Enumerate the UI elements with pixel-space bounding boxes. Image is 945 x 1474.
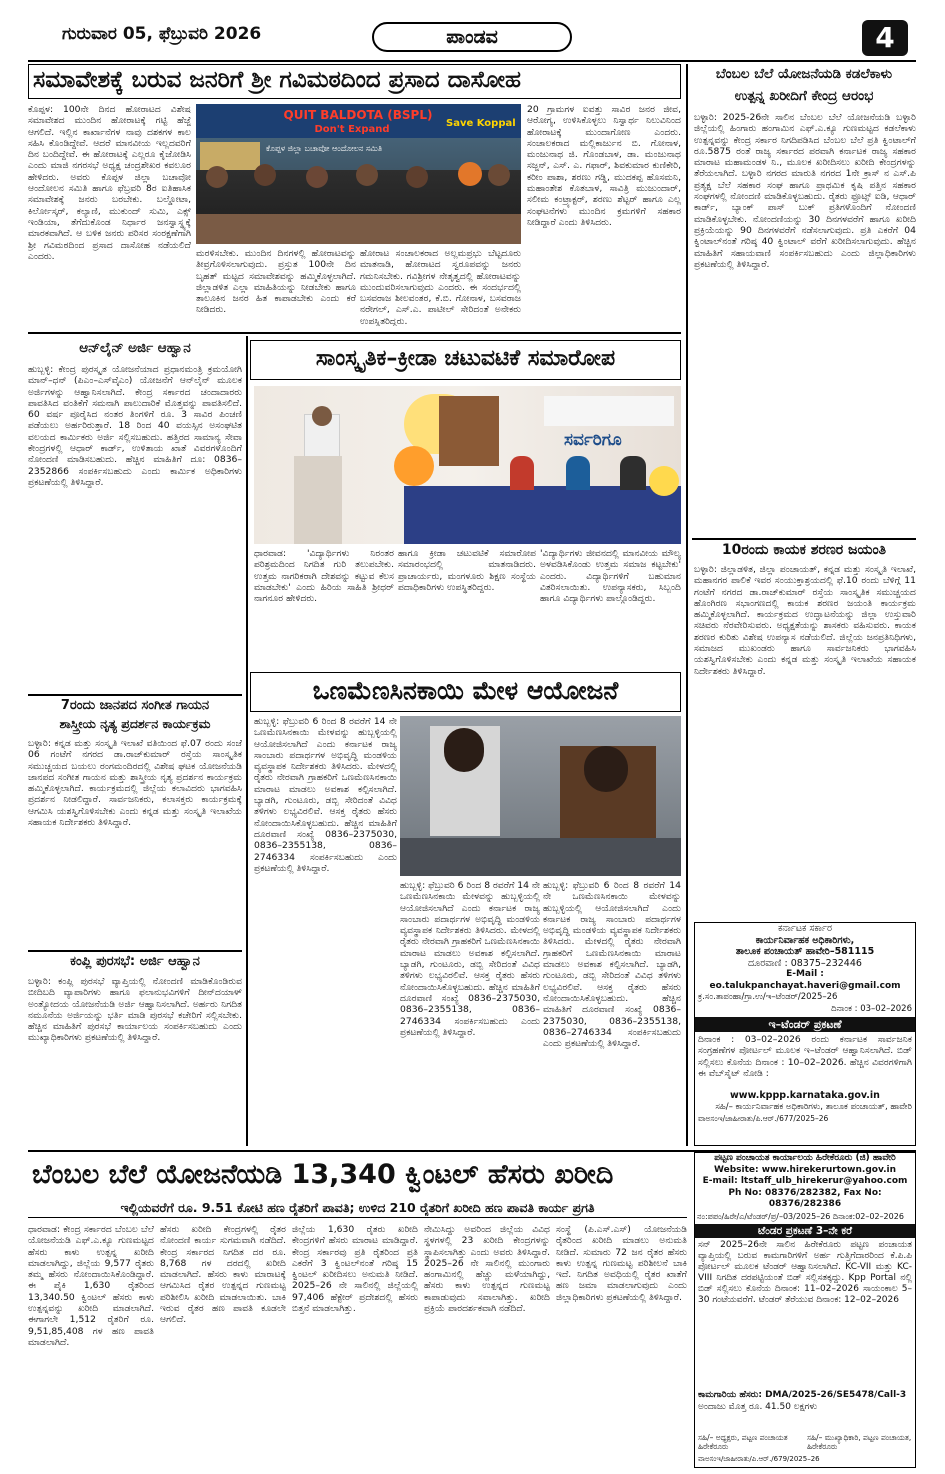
main-col2: ಹೆಸರು ಖರೀದಿ ಕೇಂದ್ರಗಳಲ್ಲಿ ರೈತರ ನೋಂದಣಿ ಕಾರ್ಯ ಸುಗಮವಾಗಿ ನಡೆದಿದೆ. ಕೇಂದ್ರ ಸರ್ಕಾರದ ನಿಗದಿತ ದರ ರೂ. 8,768 ಗಳ ದರದಲ್ಲಿ ಖರೀದಿ ಮಾಡಲಾಗಿದೆ. ಹೆಸರು ಕಾಳು ಮಾರಾಟಕ್ಕೆ ಆಗಮಿಸಿದ ರೈತರ ಉತ್ಪನ್ನದ ಗುಣಮಟ್ಟ ಪರಿಶೀಲಿಸಿ ಖರೀದಿ ಮಾಡಲಾಯಿತು. ಬಾಕಿ ಇರುವ ರೈತರ ಹಣ ಪಾವತಿ ಕೂಡಲೇ ಆಗಲಿದೆ. — [160, 1224, 286, 1326]
main-col3: ಜಿಲ್ಲೆಯ 1,630 ರೈತರು ಖರೀದಿ ಕೇಂದ್ರಗಳಿಗೆ ಹೆಸರು ಮಾರಾಟ ಮಾಡಿದ್ದಾರೆ. ಕೇಂದ್ರ ಸರ್ಕಾರವು ಪ್ರತಿ ರೈತರಿಂದ ಪ್ರತಿ ಎಕರೆಗೆ 3 ಕ್ವಿಂಟಲ್‌ನಂತೆ ಗರಿಷ್ಠ 15 ಕ್ವಿಂಟಲ್ ಖರೀದಿಸಲು ಅನುಮತಿ ನೀಡಿದೆ. 2025–26 ನೇ ಸಾಲಿನಲ್ಲಿ ಜಿಲ್ಲೆಯಲ್ಲಿ 97,406 ಹೆಕ್ಟೇರ್ ಪ್ರದೇಶದಲ್ಲಿ ಹೆಸರು ಬಿತ್ತನೆ ಮಾಡಲಾಗಿತ್ತು. — [292, 1224, 418, 1315]
kadalekalu-headline-2: ಉತ್ಪನ್ನ ಖರೀದಿಗೆ ಕೇಂದ್ರ ಆರಂಭ — [734, 88, 874, 104]
notice2-website[interactable]: Website: www.hirekerurtown.gov.in — [714, 1164, 896, 1175]
main-subhead: ಇಲ್ಲಿಯವರೆಗೆ ರೂ. 9.51 ಕೋಟಿ ಹಣ ರೈತರಿಗೆ ಪಾವತಿ; ಉಳಿದ 210 ರೈತರಿಗೆ ಖರೀದಿ ಹಣ ಪಾವತಿ ಕಾರ್ಯ ಪ್ರಗತಿ — [120, 1200, 595, 1215]
main-headline: ಬೆಂಬಲ ಬೆಲೆ ಯೋಜನೆಯಡಿ 13,340 ಕ್ವಿಂಟಲ್ ಹೆಸರು ಖರೀದಿ — [32, 1159, 614, 1190]
divider — [28, 332, 681, 334]
kadalekalu-headline-1: ಬೆಂಬಲ ಬೆಲೆ ಯೋಜನೆಯಡಿ ಕಡಲೆಕಾಳು — [715, 66, 893, 82]
notice1-website[interactable]: www.kppp.karnataka.gov.in — [730, 1090, 880, 1101]
notice2-title: ಟೆಂಡರ ಪ್ರಕಟಣೆ 3–ನೇ ಕರೆ — [695, 1224, 915, 1238]
photo-table — [196, 214, 521, 244]
page-number: 4 — [862, 20, 908, 56]
right-column-divider — [686, 64, 688, 1146]
photo-person — [488, 164, 510, 186]
masthead-rule — [28, 60, 916, 62]
online-body: ಹುಬ್ಬಳ್ಳಿ: ಕೇಂದ್ರ ಪುರಸ್ಕೃತ ಯೋಜನೆಯಾದ ಪ್ರಧಾನಮಂತ್ರಿ ಕ್ರಮಯೋಗಿ ಮಾನ್‌–ಧನ್ (ಪಿಎಂ–ಎಸ್‌ವೈಎಂ) ಯೋಜನೆಗೆ ಆನ್‌ಲೈನ್ ಮೂಲಕ ಅರ್ಜಿಗಳನ್ನು ಆಹ್ವಾನಿಸಲಾಗಿದೆ. ಕೇಂದ್ರ ಸರ್ಕಾರದ ಚಂದಾದಾರರು ಪಾವತಿಸಿದ ವಂತಿಕೆಗೆ ಸಮನಾಗಿ ಪಾಲುದಾರಿಕೆ ಮೊತ್ತವನ್ನು ಪಾವತಿಸಲಿದೆ. 60 ವರ್ಷ ಪೂರೈಸಿದ ನಂತರ ತಿಂಗಳಿಗೆ ರೂ. 3 ಸಾವಿರ ಪಿಂಚಣಿ ಪಡೆಯಲು ಅರ್ಹರಿರುತ್ತಾರೆ. 18 ರಿಂದ 40 ವಯಸ್ಸಿನ ಅಸಂಘಟಿತ ವಲಯದ ಕಾರ್ಮಿಕರು ಅರ್ಜಿ ಸಲ್ಲಿಸಬಹುದು. ಹತ್ತಿರದ ಸಾಮಾನ್ಯ ಸೇವಾ ಕೇಂದ್ರಗಳಲ್ಲಿ ಆಧಾರ್ ಕಾರ್ಡ್, ಉಳಿತಾಯ ಖಾತೆ ವಿವರಗಳೊಂದಿಗೆ ನೋಂದಣಿ ಮಾಡಿಸಬಹುದು. ಹೆಚ್ಚಿನ ಮಾಹಿತಿಗೆ ದೂ: 0836–2352866 ಸಂಪರ್ಕಿಸಬಹುದು ಎಂದು ಕಾರ್ಮಿಕ ಅಧಿಕಾರಿಗಳು ಪ್ರಕಟಣೆಯಲ್ಲಿ ತಿಳಿಸಿದ್ದಾರೆ. — [28, 364, 242, 488]
samaropa-photo — [254, 386, 681, 544]
notice2-body: ಸನ್ 2025–26ನೇ ಸಾಲಿನ ಹಿರೇಕೆರೂರು ಪಟ್ಟಣ ಪಂಚಾಯತ ವ್ಯಾಪ್ತಿಯಲ್ಲಿ ಬರುವ ಕಾಮಗಾರಿಗಳಿಗೆ ಅರ್ಹ ಗುತ್ತಿಗೆದಾರರಿಂದ ಕೆ.ಪಿ.ಪಿ ಪೋರ್ಟಲ್ ಮೂಲಕ ಟೆಂಡರ್ ಆಹ್ವಾನಿಸಲಾಗಿದೆ. KC-VII ಮತ್ತು KC-VIII ನಿಗದಿತ ದರಪಟ್ಟಿಯಂತೆ ಬಿಡ್ ಸಲ್ಲಿಸತಕ್ಕದ್ದು. Kpp Portal ನಲ್ಲಿ ಬಿಡ್ ಸಲ್ಲಿಸಲು ಕೊನೆಯ ದಿನಾಂಕ: 11–02–2026 ಸಾಯಂಕಾಲ 5–30 ಗಂಟೆಯವರೆಗೆ. ಟೆಂಡರ್ ತೆರೆಯುವ ದಿನಾಂಕ: 12–02–2026 — [698, 1240, 912, 1305]
notice2-code: ಕಾಮಗಾರಿಯ ಹೆಸರು: DMA/2025-26/SE5478/Call-3 — [698, 1390, 907, 1400]
photo-person-head — [584, 746, 628, 792]
photo-speaker-head — [312, 406, 332, 426]
notice1-sign: ಸಹಿ/– ಕಾರ್ಯನಿರ್ವಾಹಕ ಅಧಿಕಾರಿಗಳು, ತಾಲೂಕ ಪಂಚಾಯತ್, ಹಾವೇರಿ — [715, 1101, 912, 1112]
notice2-sign-right: ಸಹಿ/– ಮುಖ್ಯಾಧಿಕಾರಿ, ಪಟ್ಟಣ ಪಂಚಾಯತ, ಹಿರೇಕೆರೂರು — [807, 1433, 912, 1451]
newspaper-title: ಪಾಂಡವ — [372, 22, 572, 52]
photo-stage-text: ಕೊಪ್ಪಳ ಜಿಲ್ಲಾ ಬಚಾವೋ ಆಂದೋಲನ ಸಮಿತಿ — [266, 144, 383, 153]
notice1-body: ದಿನಾಂಕ : 03–02–2026 ರಂದು ಕರ್ನಾಟಕ ಸಾರ್ವಜನಿಕ ಸಂಗ್ರಹಣೆಗಳ ಪೋರ್ಟಲ್ ಮೂಲಕ ಇ–ಟೆಂಡರ್ ಆಹ್ವಾನಿಸಲಾಗಿದೆ. ಬಿಡ್ ಸಲ್ಲಿಸಲು ಕೊನೆಯ ದಿನಾಂಕ : 10–02–2026. ಹೆಚ್ಚಿನ ವಿವರಗಳಿಗಾಗಿ ಈ ವೆಬ್‌ಸೈಟ್ ನೋಡಿ : — [698, 1034, 912, 1079]
photo-person — [406, 166, 428, 188]
notice1-phone: ದೂರವಾಣಿ : 08375–232446 — [748, 957, 862, 969]
photo-person — [620, 456, 646, 490]
samaropa-body3: 'ವಿದ್ಯಾರ್ಥಿಗಳು ಜೀವನದಲ್ಲಿ ಮಾನವೀಯ ಮೌಲ್ಯ ಅಳವಡಿಸಿಕೊಂಡು ಉತ್ತಮ ಸಮಾಜ ಕಟ್ಟಬೇಕು' ಎಂದರು. ವಿದ್ಯಾರ್ಥಿಗಳಿಗೆ ಬಹುಮಾನ ವಿತರಿಸಲಾಯಿತು. ಉಪನ್ಯಾಸಕರು, ಸಿಬ್ಬಂದಿ ಹಾಗೂ ವಿದ್ಯಾರ್ಥಿಗಳು ಪಾಲ್ಗೊಂಡಿದ್ದರು. — [540, 548, 681, 605]
story1-col1: ಕೊಪ್ಪಳ: 100ನೇ ದಿನದ ಹೋರಾಟದ ವಿಶೇಷ ಸಮಾವೇಶದ ಮುಂದಿನ ಹೋರಾಟಕ್ಕೆ ಗಟ್ಟಿ ಹೆಜ್ಜೆ ಆಗಲಿದೆ. ಇಲ್ಲಿನ ಕಾರ್ಖಾನೆಗಳ ನಾವು ದಶಕಗಳ ಕಾಲ ಸಹಿಸಿ ಕೊಂಡಿದ್ದೇವೆ. ಆದರೆ ಮಾನವೀಯ ಇಲ್ಲದವರಿಗೆ ದಿನ ಬಂದಿದ್ದೇವೆ. ಈ ಹೋರಾಟಕ್ಕೆ ಎಲ್ಲರೂ ಕೈಜೋಡಿಸಿ ಎಂದು ಮಾಜಿ ನಗರಸಭೆ ಅಧ್ಯಕ್ಷ ಚಂದ್ರಶೇಖರ ಕವಲೂರ ಹೇಳಿದರು. ಅವರು ಕೊಪ್ಪಳ ಜಿಲ್ಲಾ ಬಚಾವೋ ಆಂದೋಲನ ಸಮಿತಿ ಹಾಗೂ ಫೆಬ್ರವರಿ 8ರ ಐತಿಹಾಸಿಕ ಸಮಾವೇಶಕ್ಕೆ ಜನರು ಬರಬೇಕು. ಬಲ್ಡೋಟಾ, ಕಿರ್ಲೋಸ್ಕರ್, ಕಲ್ಯಾಣಿ, ಮುಕುಂದ್ ಸುಮಿ, ಎಕ್ಸ್ ಇಂಡಿಯಾ, ತೆಗೆದುಕೊಂಡ ನಿರ್ಧಾರ ಜನಸ್ವಾಸ್ಥ್ಯಕ್ಕೆ ಮಾರಕವಾಗಿದೆ. ಆ ಬಳಿಕ ಜನರು ಪರಿಸರ ಸಂರಕ್ಷಣೆಗಾಗಿ ಶ್ರೀ ಗವಿಮಠದಿಂದ ಪ್ರಸಾದ ದಾಸೋಹ ನಡೆಯಲಿದೆ ಎಂದರು. — [28, 104, 191, 262]
left-column-divider — [246, 336, 248, 1146]
photo-person — [206, 166, 228, 188]
notice2-sign-left: ಸಹಿ/– ಅಧ್ಯಕ್ಷರು, ಪಟ್ಟಣ ಪಂಚಾಯತ ಹಿರೇಕೆರೂರು — [698, 1433, 788, 1451]
kadalekalu-body: ಬಳ್ಳಾರಿ: 2025-26ನೇ ಸಾಲಿನ ಬೆಂಬಲ ಬೆಲೆ ಯೋಜನೆಯಡಿ ಬಳ್ಳಾರಿ ಜಿಲ್ಲೆಯಲ್ಲಿ ಹಿಂಗಾರು ಹಂಗಾಮಿನ ಎಫ್.ಎ.ಕ್ಯೂ ಗುಣಮಟ್ಟದ ಕಡಲೆಕಾಳು ಉತ್ಪನ್ನವನ್ನು ಕೇಂದ್ರ ಸರ್ಕಾರ ನಿಗದಿಪಡಿಸಿದ ಬೆಂಬಲ ಬೆಲೆ ಪ್ರತಿ ಕ್ವಿಂಟಾಲ್‌ಗೆ ರೂ.5875 ರಂತೆ ರಾಜ್ಯ ಸರ್ಕಾರದ ಪರವಾಗಿ ಕರ್ನಾಟಕ ರಾಜ್ಯ ಸಹಕಾರ ಮಾರಾಟ ಮಹಾಮಂಡಳ ನಿ., ಮೂಲಕ ಖರೀದಿಸಲು ಖರೀದಿ ಕೇಂದ್ರಗಳನ್ನು ತೆರೆಯಲಾಗಿದೆ. ಬಳ್ಳಾರಿ ನಗರದ ಮಾರುತಿ ನಗರದ 1ನೇ ಕ್ರಾಸ್ ನ ಎಸ್.ಪಿ ಪ್ರತ್ಯಕ್ಷ ಬೆಲೆ ಸಹಕಾರ ಸಂಘ ಹಾಗೂ ಪ್ರಾಥಮಿಕ ಕೃಷಿ ಪತ್ತಿನ ಸಹಕಾರ ಸಂಘಗಳಲ್ಲಿ ನೋಂದಣಿ ಮಾಡಿಕೊಳ್ಳಬಹುದು. ರೈತರು ಫ್ರೂಟ್ಸ್ ಐಡಿ, ಆಧಾರ್ ಕಾರ್ಡ್, ಬ್ಯಾಂಕ್ ಪಾಸ್ ಬುಕ್ ಪ್ರತಿಗಳೊಂದಿಗೆ ನೋಂದಣಿ ಮಾಡಿಕೊಳ್ಳಬೇಕು. ನೋಂದಣಿಯನ್ನು 30 ದಿನಗಳವರೆಗೆ ಹಾಗೂ ಖರೀದಿ ಪ್ರಕ್ರಿಯೆಯನ್ನು 90 ದಿನಗಳವರೆಗೆ ನಡೆಸಲಾಗುವುದು. ಪ್ರತಿ ಎಕರೆಗೆ 04 ಕ್ವಿಂಟಾಲ್‌ನಂತೆ ಗರಿಷ್ಠ 40 ಕ್ವಿಂಟಾಲ್ ವರೆಗೆ ಖರೀದಿಸಲಾಗುವುದು. ಹೆಚ್ಚಿನ ಮಾಹಿತಿಗೆ ಸಹಾಯವಾಣಿ ಸಂಪರ್ಕಿಸಬಹುದು ಎಂದು ಜಿಲ್ಲಾಧಿಕಾರಿಗಳು ಪ್ರಕಟಣೆಯಲ್ಲಿ ತಿಳಿಸಿದ್ದಾರೆ. — [694, 112, 916, 270]
main-col5: ಸಂಸ್ಥೆ (ಪಿ.ಎಸ್.ಎಸ್) ಯೋಜನೆಯಡಿ ರೈತರಿಂದ ಖರೀದಿ ಮಾಡಲು ಅನುಮತಿ ನೀಡಿದೆ. ಸುಮಾರು 72 ಜನ ರೈತರ ಹೆಸರು ಕಾಳು ಉತ್ಪನ್ನ ಗುಣಮಟ್ಟ ಪರಿಶೀಲನೆ ಬಾಕಿ ಇದೆ. ನಿಗದಿತ ಅವಧಿಯಲ್ಲಿ ರೈತರ ಖಾತೆಗೆ ಹಣ ಜಮಾ ಮಾಡಲಾಗುವುದು ಎಂದು ಜಿಲ್ಲಾಧಿಕಾರಿಗಳು ಪ್ರಕಟಣೆಯಲ್ಲಿ ತಿಳಿಸಿದ್ದಾರೆ. — [556, 1224, 687, 1303]
divider — [28, 950, 242, 952]
sangeeta-body: ಬಳ್ಳಾರಿ: ಕನ್ನಡ ಮತ್ತು ಸಂಸ್ಕೃತಿ ಇಲಾಖೆ ವತಿಯಿಂದ ಫೆ.07 ರಂದು ಸಂಜೆ 06 ಗಂಟೆಗೆ ನಗರದ ಡಾ.ರಾಜ್‌ಕುಮಾರ್ ರಸ್ತೆಯ ಸಾಂಸ್ಕೃತಿಕ ಸಮುಚ್ಚಯದ ಬಯಲು ರಂಗಮಂದಿರದಲ್ಲಿ ವಿಶೇಷ ಘಟಕ ಯೋಜನೆಯಡಿ ಜಾನಪದ ಸಂಗೀತ ಗಾಯನ ಮತ್ತು ಶಾಸ್ತ್ರೀಯ ನೃತ್ಯ ಪ್ರದರ್ಶನ ಕಾರ್ಯಕ್ರಮ ಹಮ್ಮಿಕೊಳ್ಳಲಾಗಿದೆ. ಕಾರ್ಯಕ್ರಮದಲ್ಲಿ ಜಿಲ್ಲೆಯ ಕಲಾವಿದರು ಭಾಗವಹಿಸಿ ಪ್ರದರ್ಶನ ನೀಡಲಿದ್ದಾರೆ. ಸಾರ್ವಜನಿಕರು, ಕಲಾಸಕ್ತರು ಕಾರ್ಯಕ್ರಮಕ್ಕೆ ಆಗಮಿಸಿ ಯಶಸ್ವಿಗೊಳಿಸಬೇಕು ಎಂದು ಕನ್ನಡ ಮತ್ತು ಸಂಸ್ಕೃತಿ ಇಲಾಖೆಯ ಸಹಾಯಕ ನಿರ್ದೇಶಕರು ತಿಳಿಸಿದ್ದಾರೆ. — [28, 738, 242, 829]
story1-col2: 20 ಗ್ರಾಮಗಳ ಐವತ್ತು ಸಾವಿರ ಜನರ ಜೀವ, ಆರೋಗ್ಯ, ಉಳಿಸಿಕೊಳ್ಳಲು ನಿಸ್ವಾರ್ಥ ನಿಲುವಿನಿಂದ ಹೋರಾಟಕ್ಕೆ ಮುಂದಾಗೋಣ ಎಂದರು. ಸಂಚಾಲಕರಾದ ಮಲ್ಲಿಕಾರ್ಜುನ ಬಿ. ಗೋನಾಳ, ಮಂಜುನಾಥ ಜಿ. ಗೊಂಡಬಾಳ, ಡಾ. ಮಂಜುನಾಥ ಸಜ್ಜನ್, ಎಸ್. ಎ. ಗಫಾರ್, ಶಿವಕುಮಾರ ಕುಣಿಕೇರಿ, ಕರೀಂ ಪಾಶಾ, ಶರಣು ಗಡ್ಡಿ, ಮುದಕಪ್ಪ ಹೊಸಮನಿ, ಮಹಾಂತೇಶ ಕೊತಬಾಳ, ಸಾವಿತ್ರಿ ಮುಜುಂದಾರ್, ಸಲೀಮ ಕಂಟ್ರ್ಯಾಕ್ಟರ್, ಶರಣು ಶೆಟ್ಟರ್ ಹಾಗೂ ಎಲ್ಲ ಸಂಘಟನೆಗಳು ಮುಂದಿನ ಕ್ರಮಗಳಿಗೆ ಸಹಕಾರ ನೀಡಿದ್ದಾರೆ ಎಂದು ತಿಳಿಸಿದರು. — [527, 104, 681, 228]
samaropa-headline-box — [250, 340, 681, 380]
story1-headline-box — [28, 64, 681, 99]
photo-banner-line2: Don't Expand — [314, 124, 390, 135]
notice1-footer: ವಾಅಸಂಇ/ಜಾಹೀರಾತು/ಪಿ.ಆರ್./677/2025–26 — [698, 1114, 829, 1123]
photo-banner-line1: QUIT BALDOTA (BSPL) — [283, 108, 433, 122]
story1-photo — [196, 104, 521, 244]
story1-col4: ಹೋರಾಟ ಸಂಚಾಲಕರಾದ ಅಲ್ಲಮಪ್ರಭು ಬೆಟ್ಟದೂರು ಮಾತನಾಡಿ, ಹೋರಾಟದ ಸ್ವರೂಪವನ್ನು ಜನರು ಗಮನಿಸಬೇಕು. ಗವಿಶ್ರೀಗಳ ನೇತೃತ್ವದಲ್ಲಿ ಹೋರಾಟವನ್ನು ಮುಂದುವರಿಸಲಾಗುವುದು ಎಂದರು. ಈ ಸಂದರ್ಭದಲ್ಲಿ ಬಸವರಾಜ ಶೀಲವಂತರ, ಕೆ.ಬಿ. ಗೋನಾಳ, ಬಸವರಾಜ ನರೇಗಲ್, ಎಸ್.ಎ. ಪಾಟೀಲ್ ಸೇರಿದಂತೆ ಅನೇಕರು ಉಪಸ್ಥಿತರಿದ್ದರು. — [360, 248, 521, 326]
photo-person — [306, 166, 328, 188]
photo-person — [356, 164, 378, 186]
main-col4: ನೇಮಿಸಿದ್ದು ಅವರಿಂದ ಜಿಲ್ಲೆಯ ವಿವಿಧ ಸ್ಥಳಗಳಲ್ಲಿ 23 ಖರೀದಿ ಕೇಂದ್ರಗಳನ್ನು ಸ್ಥಾಪಿಸಲಾಗಿತ್ತು ಎಂದು ಅವರು ತಿಳಿಸಿದ್ದಾರೆ. 2025–26 ನೇ ಸಾಲಿನಲ್ಲಿ ಮುಂಗಾರು ಹಂಗಾಮಿನಲ್ಲಿ ಹೆಚ್ಚು ಮಳೆಯಾಗಿದ್ದು, ಹೆಸರು ಕಾಳು ಉತ್ಪನ್ನದ ಗುಣಮಟ್ಟ ಕಾಪಾಡುವುದು ಸವಾಲಾಗಿತ್ತು. ಖರೀದಿ ಪ್ರಕ್ರಿಯೆ ಪಾರದರ್ಶಕವಾಗಿ ನಡೆದಿದೆ. — [424, 1224, 550, 1315]
notice2-email[interactable]: E-mail: ltstaff_ulb_hirekerur@yahoo.com — [702, 1176, 908, 1186]
photo-person-saffron — [458, 162, 482, 186]
divider — [28, 694, 242, 696]
mela-headline-box — [250, 672, 681, 712]
notice1-line1: ಕರ್ನಾಟಕ ಸರ್ಕಾರ — [778, 923, 832, 934]
issue-date: ಗುರುವಾರ 05, ಫೆಬ್ರುವರಿ 2026 — [62, 24, 262, 44]
photo-banner-text: ಸರ್ವರಿಗೂ — [564, 430, 622, 450]
notice2-amount: ಅಂದಾಜು ಮೊತ್ತ ರೂ. 41.50 ಲಕ್ಷಗಳು — [698, 1401, 818, 1412]
samaropa-body1: ಧಾರವಾಡ: 'ವಿದ್ಯಾರ್ಥಿಗಳು ನಿರಂತರ ಪರಿಶ್ರಮದಿಂದ ನಿಗದಿತ ಗುರಿ ತಲುಪಬೇಕು. ಉತ್ತಮ ನಾಗರಿಕರಾಗಿ ದೇಶವನ್ನು ಕಟ್ಟುವ ಕೆಲಸ ಮಾಡಬೇಕು' ಎಂದು ಹಿರಿಯ ಸಾಹಿತಿ ಶ್ರೀಧರ್ ನಾಗನೂರ ಹೇಳಿದರು. — [254, 548, 394, 605]
photo-person-head — [444, 728, 484, 772]
divider — [692, 538, 916, 540]
mela-body-col3: ಹುಬ್ಬಳ್ಳಿ: ಫೆಬ್ರುವರಿ 6 ರಿಂದ 8 ರವರೆಗೆ 14 ನೇ ಒಣಮೆಣಸಿನಕಾಯಿ ಮೇಳವನ್ನು ಹುಬ್ಬಳ್ಳಿಯಲ್ಲಿ ಆಯೋಜಿಸಲಾಗಿದೆ ಎಂದು ಕರ್ನಾಟಕ ರಾಜ್ಯ ಸಾಂಬಾರು ಪದಾರ್ಥಗಳ ಅಭಿವೃದ್ಧಿ ಮಂಡಳಿಯ ವ್ಯವಸ್ಥಾಪಕ ನಿರ್ದೇಶಕರು ತಿಳಿಸಿದರು. ಮೇಳದಲ್ಲಿ ರೈತರು ನೇರವಾಗಿ ಗ್ರಾಹಕರಿಗೆ ಒಣಮೆಣಸಿನಕಾಯಿ ಮಾರಾಟ ಮಾಡಲು ಅವಕಾಶ ಕಲ್ಪಿಸಲಾಗಿದೆ. ಬ್ಯಾಡಗಿ, ಗುಂಟೂರು, ಡಬ್ಬಿ ಸೇರಿದಂತೆ ವಿವಿಧ ತಳಿಗಳು ಲಭ್ಯವಿರಲಿವೆ. ಆಸಕ್ತ ರೈತರು ಹೆಸರು ನೋಂದಾಯಿಸಿಕೊಳ್ಳಬಹುದು. ಹೆಚ್ಚಿನ ಮಾಹಿತಿಗೆ ದೂರವಾಣಿ ಸಂಖ್ಯೆ 0836–2375030, 0836–2355138, 0836–2746334 ಸಂಪರ್ಕಿಸಬಹುದು ಎಂದು ಪ್ರಕಟಣೆಯಲ್ಲಿ ತಿಳಿಸಿದ್ದಾರೆ. — [543, 880, 681, 1050]
photo-podium — [294, 456, 342, 544]
notice1-line2: ಕಾರ್ಯನಿರ್ವಾಹಕ ಅಧಿಕಾರಿಗಳು, — [755, 934, 855, 946]
samaropa-headline: ಸಾಂಸ್ಕೃತಿಕ–ಕ್ರೀಡಾ ಚಟುವಟಿಕೆ ಸಮಾರೋಪ — [315, 346, 616, 371]
kampli-body: ಬಳ್ಳಾರಿ: ಕಂಪ್ಲಿ ಪುರಸಭೆ ವ್ಯಾಪ್ತಿಯಲ್ಲಿ ನೋಂದಣಿ ಮಾಡಿಕೊಂಡಿರುವ ಬೀದಿಬದಿ ವ್ಯಾಪಾರಿಗಳು ಹಾಗೂ ಫಲಾನುಭವಿಗಳಿಗೆ ದೀನ್‌ದಯಾಳ್ ಅಂತ್ಯೋದಯ ಯೋಜನೆಯಡಿ ಅರ್ಜಿ ಆಹ್ವಾನಿಸಲಾಗಿದೆ. ಅರ್ಹರು ನಿಗದಿತ ನಮೂನೆಯ ಅರ್ಜಿಯನ್ನು ಭರ್ತಿ ಮಾಡಿ ಪುರಸಭೆ ಕಚೇರಿಗೆ ಸಲ್ಲಿಸಬೇಕು. ಹೆಚ್ಚಿನ ಮಾಹಿತಿಗೆ ಪುರಸಭೆ ಕಾರ್ಯಾಲಯ ಸಂಪರ್ಕಿಸಬಹುದು ಎಂದು ಮುಖ್ಯಾಧಿಕಾರಿಗಳು ಪ್ರಕಟಣೆಯಲ್ಲಿ ತಿಳಿಸಿದ್ದಾರೆ. — [28, 976, 242, 1044]
sangeeta-headline-2: ಶಾಸ್ತ್ರೀಯ ನೃತ್ಯ ಪ್ರದರ್ಶನ ಕಾರ್ಯಕ್ರಮ — [59, 716, 211, 731]
mela-body: ಹುಬ್ಬಳ್ಳಿ: ಫೆಬ್ರುವರಿ 6 ರಿಂದ 8 ರವರೆಗೆ 14 ನೇ ಒಣಮೆಣಸಿನಕಾಯಿ ಮೇಳವನ್ನು ಹುಬ್ಬಳ್ಳಿಯಲ್ಲಿ ಆಯೋಜಿಸಲಾಗಿದೆ ಎಂದು ಕರ್ನಾಟಕ ರಾಜ್ಯ ಸಾಂಬಾರು ಪದಾರ್ಥಗಳ ಅಭಿವೃದ್ಧಿ ಮಂಡಳಿಯ ವ್ಯವಸ್ಥಾಪಕ ನಿರ್ದೇಶಕರು ತಿಳಿಸಿದರು. ಮೇಳದಲ್ಲಿ ರೈತರು ನೇರವಾಗಿ ಗ್ರಾಹಕರಿಗೆ ಒಣಮೆಣಸಿನಕಾಯಿ ಮಾರಾಟ ಮಾಡಲು ಅವಕಾಶ ಕಲ್ಪಿಸಲಾಗಿದೆ. ಬ್ಯಾಡಗಿ, ಗುಂಟೂರು, ಡಬ್ಬಿ ಸೇರಿದಂತೆ ವಿವಿಧ ತಳಿಗಳು ಲಭ್ಯವಿರಲಿವೆ. ಆಸಕ್ತ ರೈತರು ಹೆಸರು ನೋಂದಾಯಿಸಿಕೊಳ್ಳಬಹುದು. ಹೆಚ್ಚಿನ ಮಾಹಿತಿಗೆ ದೂರವಾಣಿ ಸಂಖ್ಯೆ 0836–2375030, 0836–2355138, 0836–2746334 ಸಂಪರ್ಕಿಸಬಹುದು ಎಂದು ಪ್ರಕಟಣೆಯಲ್ಲಿ ತಿಳಿಸಿದ್ದಾರೆ. — [254, 716, 397, 874]
story1-headline: ಸಮಾವೇಶಕ್ಕೆ ಬರುವ ಜನರಿಗೆ ಶ್ರೀ ಗವಿಮಠದಿಂದ ಪ್ರಸಾದ ದಾಸೋಹ — [33, 67, 521, 93]
photo-desk — [400, 838, 681, 876]
kayaka-headline: 10ರಂದು ಕಾಯಕ ಶರಣರ ಜಯಂತಿ — [721, 542, 887, 558]
photo-banner-board — [544, 396, 674, 426]
kayaka-body: ಬಳ್ಳಾರಿ: ಜಿಲ್ಲಾಡಳಿತ, ಜಿಲ್ಲಾ ಪಂಚಾಯತ್, ಕನ್ನಡ ಮತ್ತು ಸಂಸ್ಕೃತಿ ಇಲಾಖೆ, ಮಹಾನಗರ ಪಾಲಿಕೆ ಇವರ ಸಂಯುಕ್ತಾಶ್ರಯದಲ್ಲಿ ಫೆ.10 ರಂದು ಬೆಳಿಗ್ಗೆ 11 ಗಂಟೆಗೆ ನಗರದ ಡಾ.ರಾಜ್‌ಕುಮಾರ್ ರಸ್ತೆಯ ಸಾಂಸ್ಕೃತಿಕ ಸಮುಚ್ಚಯದ ಹೊಂಗಿರಣ ಸಭಾಂಗಣದಲ್ಲಿ ಕಾಯಕ ಶರಣರ ಜಯಂತಿ ಕಾರ್ಯಕ್ರಮ ಹಮ್ಮಿಕೊಳ್ಳಲಾಗಿದೆ. ಕಾರ್ಯಕ್ರಮದ ಉದ್ಘಾಟನೆಯನ್ನು ಜಿಲ್ಲಾ ಉಸ್ತುವಾರಿ ಸಚಿವರು ನೆರವೇರಿಸುವರು. ಅಧ್ಯಕ್ಷತೆಯನ್ನು ಶಾಸಕರು ವಹಿಸುವರು. ಕಾಯಕ ಶರಣರ ಕುರಿತು ವಿಶೇಷ ಉಪನ್ಯಾಸ ನಡೆಯಲಿದೆ. ಜಿಲ್ಲೆಯ ಜನಪ್ರತಿನಿಧಿಗಳು, ಸಮಾಜದ ಮುಖಂಡರು ಹಾಗೂ ಸಾರ್ವಜನಿಕರು ಭಾಗವಹಿಸಿ ಯಶಸ್ವಿಗೊಳಿಸಬೇಕು ಎಂದು ಕನ್ನಡ ಮತ್ತು ಸಂಸ್ಕೃತಿ ಇಲಾಖೆಯ ಸಹಾಯಕ ನಿರ್ದೇಶಕರು ತಿಳಿಸಿದ್ದಾರೆ. — [694, 564, 916, 677]
notice1-email: E-Mail : eo.talukpanchayat.haveri@gmail.com — [709, 969, 901, 991]
notice2-ref: ನಂ:ಪಪಂ/ಹಿರೇ/ಎ/ಟೆಂಡರ್/ಪ್ರ/–03/2025–26 ದಿನಾಂಕ:02–02–2026 — [697, 1211, 904, 1221]
mela-headline: ಒಣಮೆಣಸಿನಕಾಯಿ ಮೇಳ ಆಯೋಜನೆ — [312, 676, 619, 705]
notice2-line1: ಪಟ್ಟಣ ಪಂಚಾಯತ ಕಾರ್ಯಾಲಯ ಹಿರೇಕೆರೂರು (ಜಿ) ಹಾವೇರಿ — [714, 1153, 896, 1163]
notice1-ref-date: ದಿನಾಂಕ : 03–02–2026 — [831, 1003, 912, 1014]
notice1-line3: ತಾಲೂಕ ಪಂಚಾಯತ್ ಹಾವೇರಿ–581115 — [735, 946, 875, 957]
tender-notice-haveri — [694, 922, 916, 1146]
photo-banner-line3: Save Koppal — [446, 118, 516, 129]
mela-body-col2: ಹುಬ್ಬಳ್ಳಿ: ಫೆಬ್ರುವರಿ 6 ರಿಂದ 8 ರವರೆಗೆ 14 ನೇ ಒಣಮೆಣಸಿನಕಾಯಿ ಮೇಳವನ್ನು ಹುಬ್ಬಳ್ಳಿಯಲ್ಲಿ ಆಯೋಜಿಸಲಾಗಿದೆ ಎಂದು ಕರ್ನಾಟಕ ರಾಜ್ಯ ಸಾಂಬಾರು ಪದಾರ್ಥಗಳ ಅಭಿವೃದ್ಧಿ ಮಂಡಳಿಯ ವ್ಯವಸ್ಥಾಪಕ ನಿರ್ದೇಶಕರು ತಿಳಿಸಿದರು. ಮೇಳದಲ್ಲಿ ರೈತರು ನೇರವಾಗಿ ಗ್ರಾಹಕರಿಗೆ ಒಣಮೆಣಸಿನಕಾಯಿ ಮಾರಾಟ ಮಾಡಲು ಅವಕಾಶ ಕಲ್ಪಿಸಲಾಗಿದೆ. ಬ್ಯಾಡಗಿ, ಗುಂಟೂರು, ಡಬ್ಬಿ ಸೇರಿದಂತೆ ವಿವಿಧ ತಳಿಗಳು ಲಭ್ಯವಿರಲಿವೆ. ಆಸಕ್ತ ರೈತರು ಹೆಸರು ನೋಂದಾಯಿಸಿಕೊಳ್ಳಬಹುದು. ಹೆಚ್ಚಿನ ಮಾಹಿತಿಗೆ ದೂರವಾಣಿ ಸಂಖ್ಯೆ 0836–2375030, 0836–2355138, 0836–2746334 ಸಂಪರ್ಕಿಸಬಹುದು ಎಂದು ಪ್ರಕಟಣೆಯಲ್ಲಿ ತಿಳಿಸಿದ್ದಾರೆ. — [400, 880, 540, 1038]
main-headline-box — [28, 1154, 687, 1198]
online-headline: ಆನ್‌ಲೈನ್ ಅರ್ಜಿ ಆಹ್ವಾನ — [79, 340, 191, 356]
photo-balloons — [649, 466, 679, 496]
main-subhead-box — [28, 1200, 687, 1218]
sangeeta-headline-1: 7ರಂದು ಜಾನಪದ ಸಂಗೀತ ಗಾಯನ — [60, 698, 210, 713]
notice2-footer: ವಾಅಸಂಇ/ಜಾಹೀರಾತು/ಪಿ.ಆರ್./679/2025–26 — [698, 1455, 820, 1463]
mela-photo — [400, 716, 681, 876]
story1-col3: ಮರಳಿಸಬೇಕು. ಮುಂದಿನ ದಿನಗಳಲ್ಲಿ ಹೋರಾಟವನ್ನು ತೀವ್ರಗೊಳಿಸಲಾಗುವುದು. ಪ್ರಸ್ತುತ 100ನೇ ದಿನ ಬೃಹತ್ ಮಟ್ಟದ ಸಮಾವೇಶವನ್ನು ಹಮ್ಮಿಕೊಳ್ಳಲಾಗಿದೆ. ಜಿಲ್ಲಾಡಳಿತ ಎಲ್ಲಾ ಮಾಹಿತಿಯನ್ನು ನೀಡಬೇಕು ಹಾಗೂ ತಾಲೂಕಿನ ಜನರ ಹಿತ ಕಾಪಾಡಬೇಕು ಎಂದು ಕರೆ ನೀಡಿದರು. — [196, 248, 356, 316]
tender-notice-hirekerur — [694, 1152, 916, 1468]
photo-person — [254, 164, 276, 186]
notice2-phone: Ph No: 08376/282382, Fax No: 08376/282386 — [728, 1187, 882, 1209]
samaropa-body2: ಹಾಗೂ ಕ್ರೀಡಾ ಚಟುವಟಿಕೆ ಸಮಾರೋಪ ಸಮಾರಂಭದಲ್ಲಿ ಮಾತನಾಡಿದರು. ಪ್ರಾಚಾರ್ಯರು, ಮಂಗಳೂರು ಶಿಕ್ಷಣ ಸಂಸ್ಥೆಯ ಪದಾಧಿಕಾರಿಗಳು ಉಪಸ್ಥಿತರಿದ್ದರು. — [398, 548, 536, 593]
photo-table — [404, 486, 681, 544]
masthead — [0, 0, 945, 62]
photo-portrait — [439, 396, 499, 466]
kampli-headline: ಕಂಪ್ಲಿ ಪುರಸಭೆ: ಅರ್ಜಿ ಆಹ್ವಾನ — [70, 954, 200, 969]
photo-person — [510, 456, 534, 490]
main-col1: ಧಾರವಾಡ: ಕೇಂದ್ರ ಸರ್ಕಾರದ ಬೆಂಬಲ ಬೆಲೆ ಯೋಜನೆಯಡಿ ಎಫ್.ಎ.ಕ್ಯೂ ಗುಣಮಟ್ಟದ ಹೆಸರು ಕಾಳು ಉತ್ಪನ್ನ ಖರೀದಿ ಮಾಡಲಾಗಿದ್ದು, ಜಿಲ್ಲೆಯ 9,577 ರೈತರು ತಮ್ಮ ಹೆಸರು ನೋಂದಾಯಿಸಿಕೊಂಡಿದ್ದಾರೆ. ಈ ಪೈಕಿ 1,630 ರೈತರಿಂದ 13,340.50 ಕ್ವಿಂಟಲ್ ಹೆಸರು ಕಾಳು ಉತ್ಪನ್ನವನ್ನು ಖರೀದಿ ಮಾಡಲಾಗಿದೆ. ಈಗಾಗಲೇ 1,512 ರೈತರಿಗೆ ರೂ. 9,51,85,408 ಗಳ ಹಣ ಪಾವತಿ ಮಾಡಲಾಗಿದೆ. — [28, 1224, 154, 1348]
notice1-title: ಇ–ಟೆಂಡರ್ ಪ್ರಕಟಣೆ — [695, 1017, 915, 1032]
notice1-ref: ಕ್ರ.ಸಂ.ತಾಪಂಹಾ/ಗ್ರಾ.ಉ/ಇ–ಟೆಂಡರ್/2025–26 — [698, 992, 838, 1002]
photo-person — [566, 456, 590, 490]
photo-balloons — [394, 446, 434, 486]
